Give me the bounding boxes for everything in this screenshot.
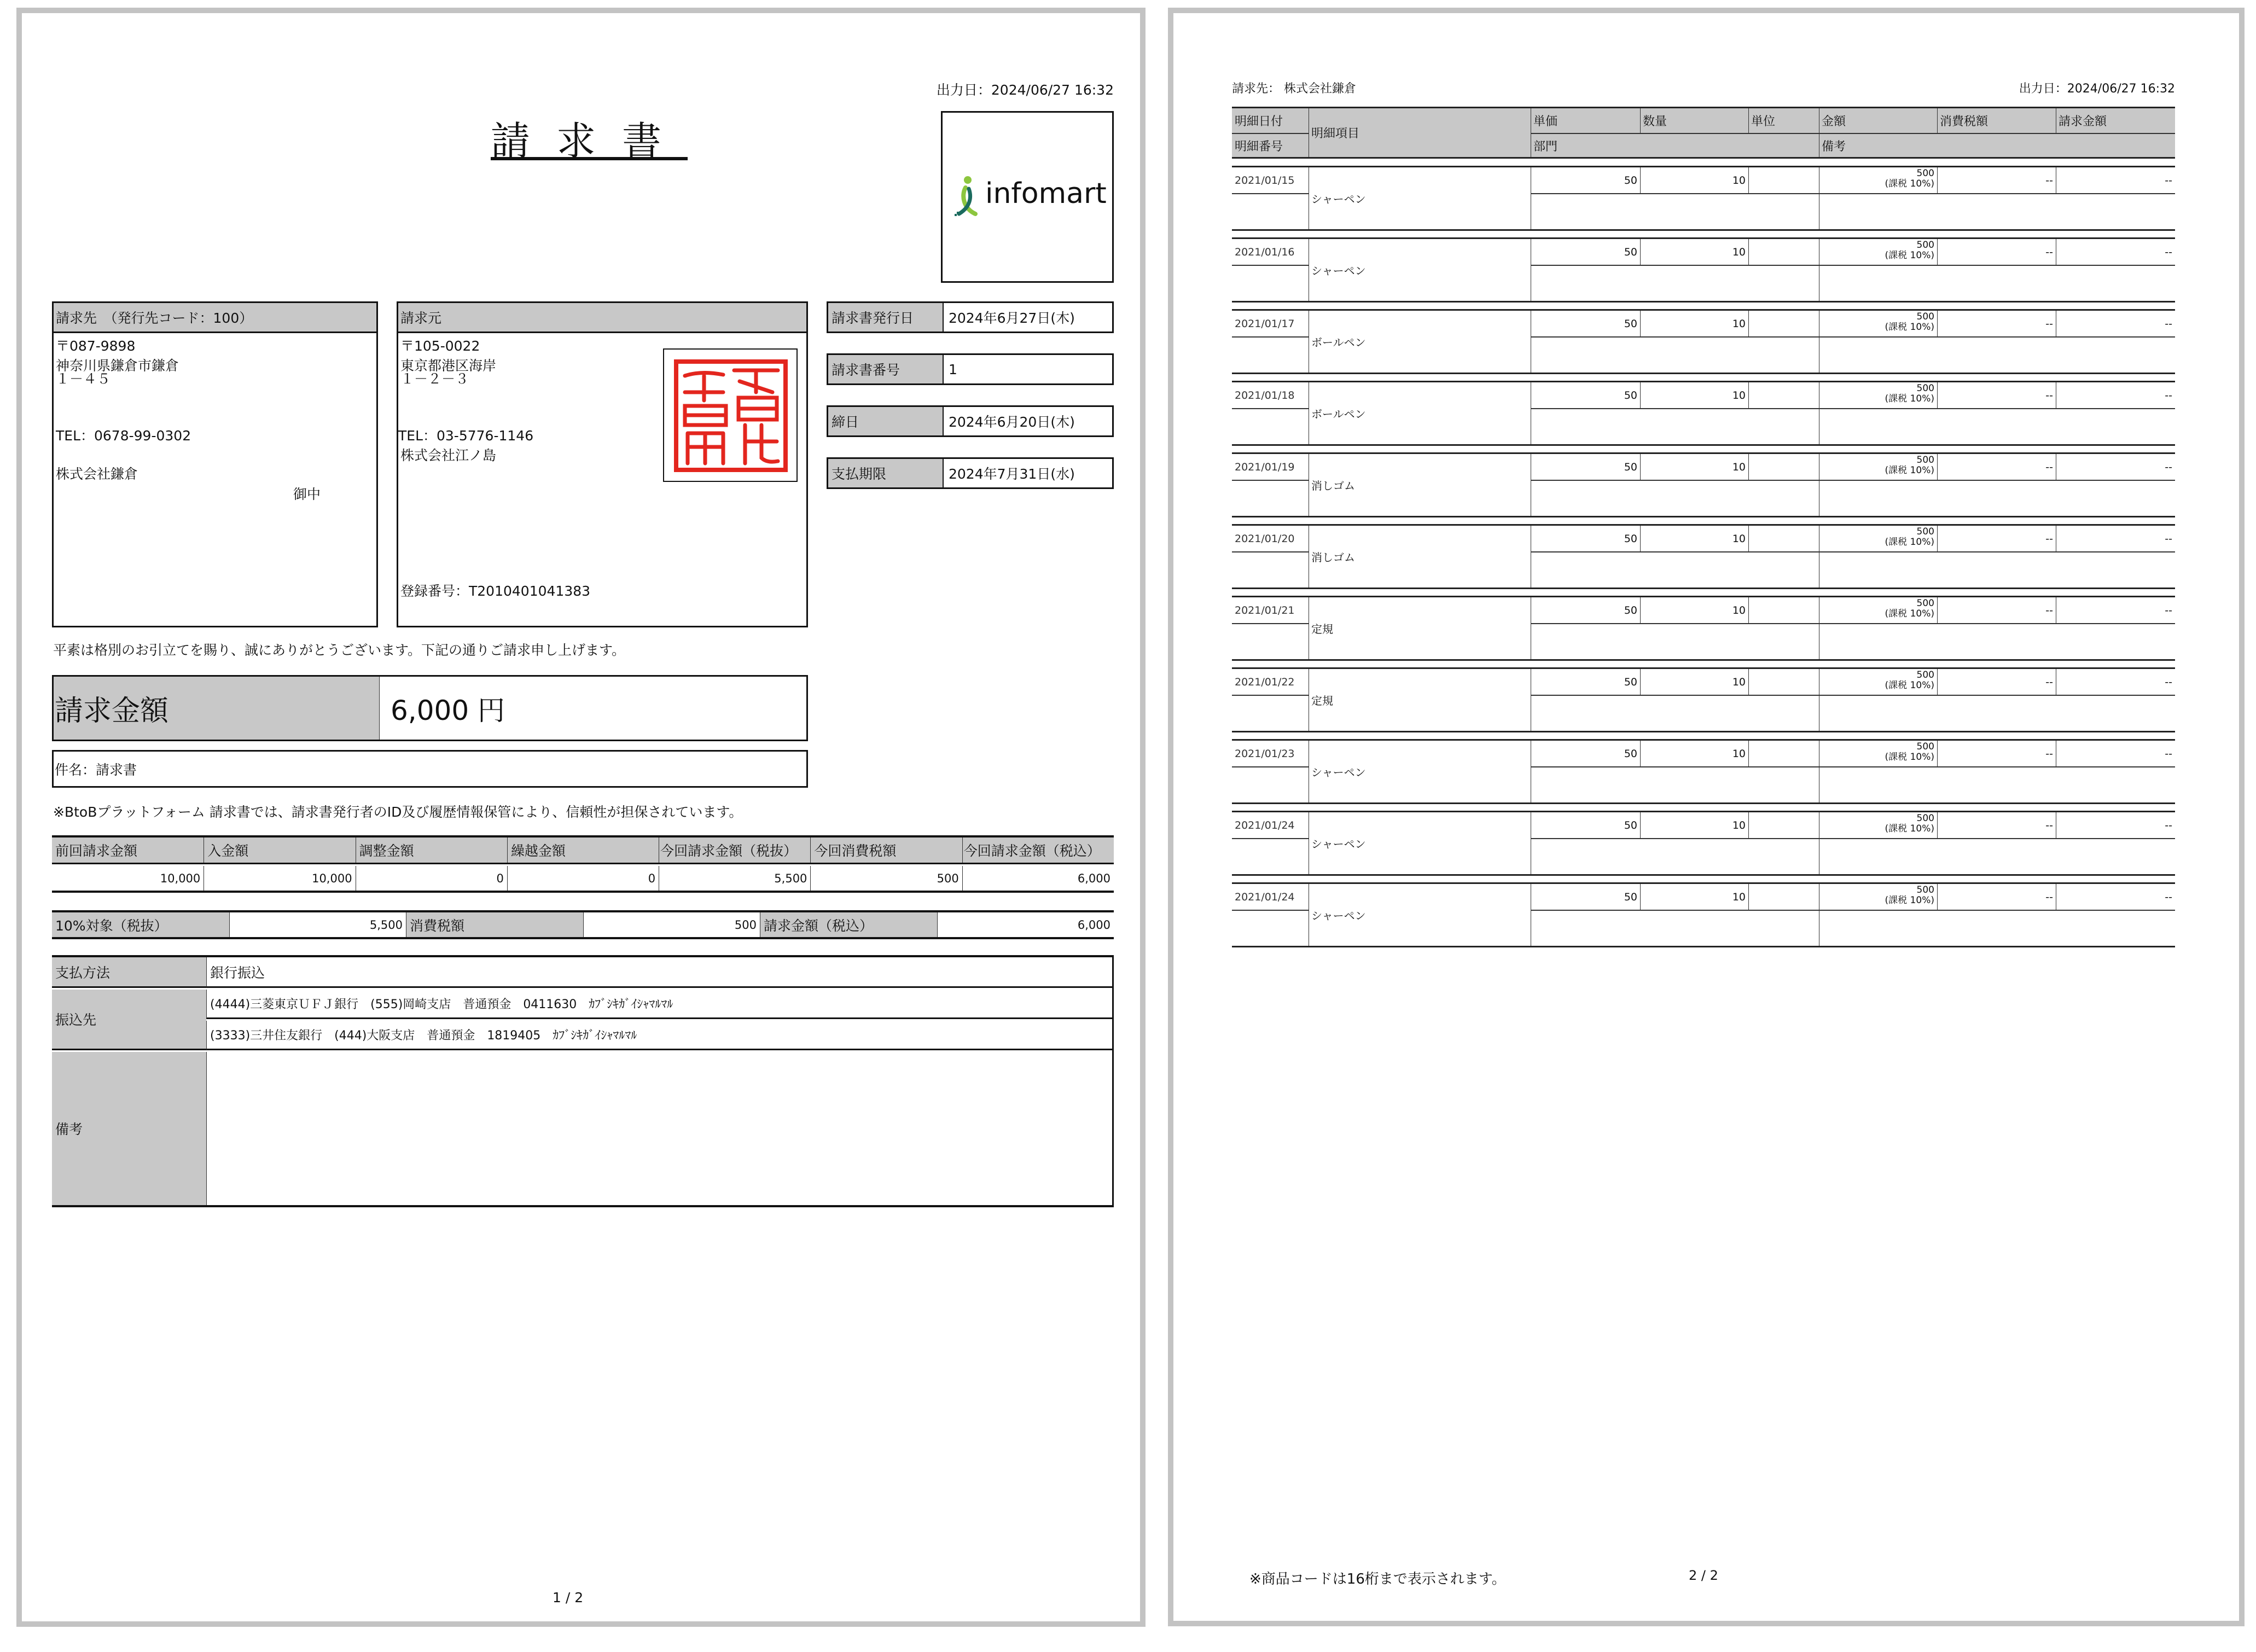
table-row	[1232, 452, 2175, 517]
transfer-account-label: 振込先	[52, 990, 206, 1050]
row-total: --	[2165, 891, 2172, 903]
row-date: 2021/01/17	[1235, 317, 1295, 330]
greeting-text: 平素は格別のお引立てを賜り、誠にありがとうございます。下記の通りご請求申し上げます。	[53, 642, 626, 658]
logo-box	[941, 111, 1114, 283]
row-amount	[1819, 383, 1937, 408]
row-unit	[1748, 741, 1819, 766]
row-remarks	[1819, 767, 2175, 802]
summary-value-carryover: 0	[507, 866, 659, 891]
bill-from-address2: １－２－３	[400, 371, 469, 387]
closing-date-label: 締日	[828, 407, 944, 435]
row-unit-price: 50	[1624, 747, 1637, 760]
summary-header-previous: 前回請求金額	[55, 843, 138, 859]
row-unit	[1748, 311, 1819, 336]
row-quantity: 10	[1732, 246, 1746, 258]
row-item: シャーペン	[1311, 264, 1366, 277]
row-amount-value: 500	[1916, 383, 1934, 394]
row-department	[1531, 767, 1819, 802]
row-unit	[1748, 669, 1819, 695]
bill-from-postal: 〒105-0022	[400, 338, 480, 354]
company-seal-frame	[663, 348, 798, 482]
summary-header-current-incl: 今回請求金額（税込）	[962, 837, 1114, 863]
summary-value-previous: 10,000	[160, 871, 201, 885]
row-date: 2021/01/15	[1235, 174, 1295, 187]
invoice-number-value: 1	[949, 361, 957, 377]
issue-date-field	[827, 301, 1114, 333]
header-total: 請求金額	[2059, 115, 2107, 129]
row-tax: --	[2045, 461, 2053, 473]
header-unit: 単位	[1751, 115, 1776, 129]
summary-header-current-tax: 今回消費税額	[810, 837, 962, 863]
row-date: 2021/01/24	[1235, 819, 1295, 831]
table-row	[1232, 166, 2175, 231]
row-department	[1531, 839, 1819, 874]
row-amount	[1819, 240, 1937, 265]
row-unit-price: 50	[1624, 461, 1637, 473]
row-remarks	[1819, 839, 2175, 874]
row-amount	[1819, 527, 1937, 551]
row-tax-category: (課税 10%)	[1885, 608, 1934, 619]
header-tax: 消費税額	[1940, 115, 1988, 129]
row-amount-value: 500	[1916, 311, 1934, 322]
header-unit-price: 単価	[1533, 115, 1558, 129]
row-department	[1531, 552, 1819, 587]
transfer-account-2: (3333)三井住友銀行 (444)大阪支店 普通預金 1819405 ｶﾌﾞｼｷｶﾞｲｼｬﾏﾙﾏﾙ	[206, 1021, 1112, 1050]
row-remarks	[1819, 481, 2175, 516]
row-tax-category: (課税 10%)	[1885, 680, 1934, 691]
row-unit-price: 50	[1624, 246, 1637, 258]
tax-value-total: 6,000	[937, 912, 1114, 937]
summary-header-payment: 入金額	[203, 837, 355, 863]
row-total: --	[2165, 317, 2172, 330]
row-tax: --	[2045, 174, 2053, 187]
table-row	[1232, 739, 2175, 804]
row-remarks	[1819, 911, 2175, 946]
bill-from-address1: 東京都港区海岸	[400, 358, 497, 374]
invoice-amount-value: 6,000 円	[391, 694, 505, 726]
bill-to-honorific: 御中	[293, 486, 321, 502]
row-unit	[1748, 526, 1819, 551]
table-row	[1232, 524, 2175, 589]
row-item: シャーペン	[1311, 193, 1366, 206]
page-number-1: 1 / 2	[553, 1590, 584, 1606]
row-unit	[1748, 454, 1819, 480]
row-item: ボールペン	[1311, 408, 1366, 421]
row-item: シャーペン	[1311, 837, 1366, 851]
payment-deadline-field	[827, 457, 1114, 489]
row-department	[1531, 194, 1819, 229]
row-date: 2021/01/21	[1235, 604, 1295, 616]
row-department	[1531, 338, 1819, 373]
summary-header-adjustment: 調整金額	[356, 837, 507, 863]
row-unit-price: 50	[1624, 532, 1637, 545]
bill-from-company: 株式会社江ノ島	[400, 447, 497, 463]
header-number: 明細番号	[1235, 139, 1283, 154]
row-total: --	[2165, 819, 2172, 831]
row-quantity: 10	[1732, 174, 1746, 187]
row-quantity: 10	[1732, 747, 1746, 760]
remarks-value	[206, 1052, 1112, 1205]
bill-to-postal: 〒087-9898	[56, 338, 136, 354]
payment-method-value: 銀行振込	[206, 957, 1112, 988]
header-department: 部門	[1533, 139, 1558, 154]
subject-box	[52, 750, 808, 788]
row-unit-price: 50	[1624, 891, 1637, 903]
page2-bill-to: 請求先： 株式会社鎌倉	[1232, 82, 1356, 96]
row-amount-value: 500	[1916, 813, 1934, 824]
row-tax: --	[2045, 604, 2053, 616]
registration-number: 登録番号：T2010401041383	[400, 583, 591, 599]
payment-table	[52, 955, 1114, 1207]
trust-note: ※BtoBプラットフォーム 請求書では、請求書発行者のID及び履歴情報保管により、信頼性が担保されています。	[53, 804, 743, 820]
subject-text: 件名：請求書	[55, 761, 137, 778]
row-tax-category: (課税 10%)	[1885, 895, 1934, 906]
row-unit-price: 50	[1624, 819, 1637, 831]
row-tax-category: (課税 10%)	[1885, 178, 1934, 189]
bill-to-header: 請求先 （発行先コード：100）	[54, 303, 376, 333]
company-seal-icon	[674, 359, 788, 472]
row-date: 2021/01/16	[1235, 246, 1295, 258]
row-unit-price: 50	[1624, 604, 1637, 616]
row-tax-category: (課税 10%)	[1885, 537, 1934, 548]
header-remarks: 備考	[1822, 139, 1846, 154]
row-date: 2021/01/18	[1235, 389, 1295, 402]
payment-deadline-value: 2024年7月31日(水)	[949, 466, 1075, 482]
row-total: --	[2165, 246, 2172, 258]
row-amount-value: 500	[1916, 885, 1934, 895]
tax-value-10pct: 5,500	[229, 912, 406, 937]
row-remarks	[1819, 194, 2175, 229]
row-unit	[1748, 239, 1819, 265]
header-amount: 金額	[1822, 115, 1846, 129]
header-date: 明細日付	[1235, 115, 1283, 129]
row-tax: --	[2045, 747, 2053, 760]
remarks-label: 備考	[52, 1052, 206, 1205]
row-unit-price: 50	[1624, 317, 1637, 330]
row-total: --	[2165, 461, 2172, 473]
row-department	[1531, 266, 1819, 301]
row-tax: --	[2045, 246, 2053, 258]
tax-table	[52, 910, 1114, 939]
infomart-logo-icon	[953, 176, 981, 219]
row-department	[1531, 481, 1819, 516]
row-quantity: 10	[1732, 532, 1746, 545]
detail-table-header	[1232, 107, 2175, 159]
row-unit-price: 50	[1624, 676, 1637, 688]
row-amount-value: 500	[1916, 455, 1934, 466]
row-unit	[1748, 167, 1819, 193]
row-tax: --	[2045, 389, 2053, 402]
logo-text: infomart	[985, 177, 1107, 210]
header-item: 明細項目	[1311, 127, 1360, 141]
row-amount-value: 500	[1916, 670, 1934, 680]
row-amount	[1819, 168, 1937, 193]
bill-from-tel: TEL：03-5776-1146	[398, 428, 534, 444]
row-quantity: 10	[1732, 604, 1746, 616]
row-total: --	[2165, 676, 2172, 688]
tax-label-10pct: 10%対象（税抜）	[52, 912, 229, 937]
row-amount	[1819, 742, 1937, 766]
payment-deadline-label: 支払期限	[828, 459, 944, 487]
summary-value-current-incl: 6,000	[962, 866, 1114, 891]
page-number-2: 2 / 2	[1689, 1568, 1718, 1583]
bill-to-box	[52, 301, 378, 627]
table-row	[1232, 596, 2175, 661]
page2-output-date: 出力日：2024/06/27 16:32	[2019, 82, 2175, 96]
row-total: --	[2165, 532, 2172, 545]
summary-value-adjustment: 0	[356, 866, 507, 891]
row-total: --	[2165, 174, 2172, 187]
row-total: --	[2165, 604, 2172, 616]
table-row	[1232, 667, 2175, 732]
row-department	[1531, 624, 1819, 659]
row-remarks	[1819, 266, 2175, 301]
row-amount-value: 500	[1916, 598, 1934, 609]
row-date: 2021/01/22	[1235, 676, 1295, 688]
row-tax-category: (課税 10%)	[1885, 465, 1934, 476]
bill-to-company: 株式会社鎌倉	[56, 466, 138, 482]
bill-to-address2: １－４５	[56, 371, 111, 387]
invoice-amount-label: 請求金額	[54, 677, 380, 740]
tax-value-consumption: 500	[583, 912, 760, 937]
invoice-number-field	[827, 353, 1114, 385]
row-item: シャーペン	[1311, 766, 1366, 779]
row-unit	[1748, 812, 1819, 838]
closing-date-value: 2024年6月20日(木)	[949, 414, 1075, 430]
row-unit-price: 50	[1624, 389, 1637, 402]
row-amount-value: 500	[1916, 526, 1934, 537]
row-amount-value: 500	[1916, 168, 1934, 179]
row-total: --	[2165, 389, 2172, 402]
summary-value-current-tax: 500	[810, 866, 962, 891]
summary-header-current-excl: 今回請求金額（税抜）	[659, 837, 810, 863]
row-tax: --	[2045, 317, 2053, 330]
row-unit	[1748, 597, 1819, 623]
output-date: 出力日：2024/06/27 16:32	[936, 82, 1114, 98]
row-quantity: 10	[1732, 819, 1746, 831]
transfer-account-1: (4444)三菱東京ＵＦＪ銀行 (555)岡崎支店 普通預金 0411630 ｶﾌﾞｼｷｶﾞｲｼｬﾏﾙﾏﾙ	[206, 990, 1112, 1019]
row-date: 2021/01/19	[1235, 461, 1295, 473]
row-amount-value: 500	[1916, 240, 1934, 251]
summary-value-payment: 10,000	[203, 866, 355, 891]
row-amount	[1819, 885, 1937, 910]
summary-table	[52, 835, 1114, 893]
row-quantity: 10	[1732, 389, 1746, 402]
header-quantity: 数量	[1643, 115, 1667, 129]
row-item: シャーペン	[1311, 909, 1366, 922]
payment-method-label: 支払方法	[52, 957, 206, 988]
row-tax: --	[2045, 891, 2053, 903]
row-remarks	[1819, 409, 2175, 444]
invoice-number-label: 請求書番号	[828, 355, 944, 383]
bill-to-address1: 神奈川県鎌倉市鎌倉	[56, 358, 179, 374]
tax-label-consumption: 消費税額	[406, 912, 583, 937]
row-item: 定規	[1311, 694, 1333, 707]
row-tax-category: (課税 10%)	[1885, 393, 1934, 404]
row-department	[1531, 409, 1819, 444]
row-amount	[1819, 598, 1937, 623]
product-code-note: ※商品コードは16桁まで表示されます。	[1249, 1571, 1506, 1587]
row-item: 定規	[1311, 623, 1333, 636]
row-unit	[1748, 884, 1819, 910]
row-remarks	[1819, 624, 2175, 659]
row-item: 消しゴム	[1311, 551, 1355, 564]
row-unit	[1748, 382, 1819, 408]
bill-to-tel: TEL：0678-99-0302	[56, 428, 191, 444]
row-department	[1531, 696, 1819, 731]
row-remarks	[1819, 552, 2175, 587]
invoice-amount-box	[52, 675, 808, 741]
row-amount-value: 500	[1916, 741, 1934, 752]
row-unit-price: 50	[1624, 174, 1637, 187]
row-remarks	[1819, 696, 2175, 731]
issue-date-label: 請求書発行日	[828, 303, 944, 331]
row-amount	[1819, 455, 1937, 480]
row-tax: --	[2045, 532, 2053, 545]
summary-value-current-excl: 5,500	[659, 866, 810, 891]
document-title: 請求書	[491, 118, 688, 164]
table-row	[1232, 309, 2175, 374]
issue-date-value: 2024年6月27日(木)	[949, 310, 1075, 326]
row-date: 2021/01/23	[1235, 747, 1295, 760]
row-quantity: 10	[1732, 676, 1746, 688]
row-tax-category: (課税 10%)	[1885, 823, 1934, 834]
bill-from-header: 請求元	[398, 303, 806, 333]
table-row	[1232, 882, 2175, 947]
row-department	[1531, 911, 1819, 946]
table-row	[1232, 381, 2175, 446]
summary-header-carryover: 繰越金額	[507, 837, 659, 863]
row-remarks	[1819, 338, 2175, 373]
row-tax-category: (課税 10%)	[1885, 752, 1934, 763]
row-item: 消しゴム	[1311, 479, 1355, 492]
table-row	[1232, 811, 2175, 876]
row-tax-category: (課税 10%)	[1885, 250, 1934, 261]
table-row	[1232, 237, 2175, 303]
bill-from-box	[397, 301, 808, 627]
row-item: ボールペン	[1311, 336, 1366, 349]
closing-date-field	[827, 405, 1114, 437]
row-date: 2021/01/24	[1235, 891, 1295, 903]
row-quantity: 10	[1732, 461, 1746, 473]
row-tax-category: (課税 10%)	[1885, 322, 1934, 333]
row-quantity: 10	[1732, 317, 1746, 330]
tax-label-total: 請求金額（税込）	[760, 912, 937, 937]
row-total: --	[2165, 747, 2172, 760]
row-amount	[1819, 312, 1937, 336]
row-amount	[1819, 670, 1937, 695]
row-date: 2021/01/20	[1235, 532, 1295, 545]
row-tax: --	[2045, 676, 2053, 688]
row-amount	[1819, 813, 1937, 838]
row-tax: --	[2045, 819, 2053, 831]
row-quantity: 10	[1732, 891, 1746, 903]
